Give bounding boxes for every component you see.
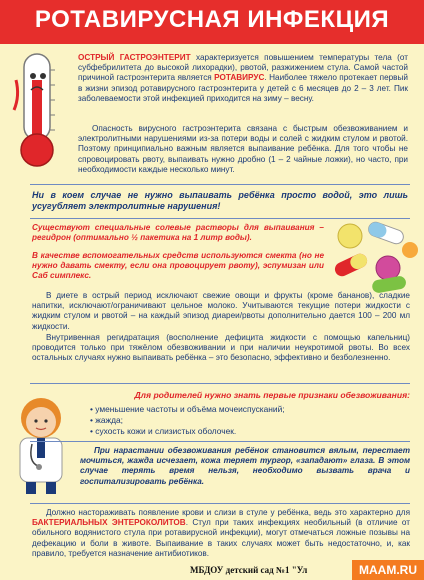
solutions-note: Существуют специальные солевые растворы для выпаивания – регидрон (оптимально ½ пакетика на 1 литр воды). [32,223,324,243]
virus-term: РОТАВИРУС [214,73,265,83]
blood-paragraph [32,508,410,559]
intro-text-b: . Наиболее тяжело протекает первый в жизни эпизод ротавирусного гастроэнтерита у детей с 6 месяцев до 2 – 3 лет. Пик заболеваемости этой инфекцией приходится на зиму – весну. [78,73,408,103]
divider [30,218,410,219]
divider [30,383,410,384]
watermark-badge[interactable]: MAAM.RU [352,560,424,580]
iv-paragraph: Внутривенная регидратация (восполнение дефицита жидкости с помощью капельниц) проводится только при тяжёлом обезвоживании и при наличии неукротимой рвоты. Во всех остальных случаях нужно выпаивать ребёнка – это безопасно, эффективно и безболезненно. [32,333,410,363]
page-title: РОТАВИРУСНАЯ ИНФЕКЦИЯ [34,6,390,33]
signs-title: Для родителей нужно знать первые признаки обезвоживания: [134,390,410,400]
pills-illustration [328,220,420,294]
signs-list [90,404,410,437]
intro-term: ОСТРЫЙ ГАСТРОЭНТЕРИТ [78,53,191,62]
thermometer-illustration [6,50,68,170]
divider [30,184,410,185]
blood-text-b: . Стул при таких инфекциях необильный (в отличие от обильного водянистого стула при ротавирусной инфекции), могут отмечаться ложные позывы на дефекацию и боли в животе. Выпаивание в таких случаях может быть недостаточно, и, как правило, требуется назначение антибиотиков. [32,518,411,558]
divider [30,503,410,504]
diet-paragraph: В диете в острый период исключают свежие овощи и фрукты (кроме бананов), сладкие напитки, исключают/ограничивают цельное молоко. Учитываются текущие потери жидкости с жидким стулом и рвотой – на каждый эпизод диареи/рвоты дополнительно дается 100 – 200 мл жидкости. [32,291,410,331]
divider [30,441,410,442]
footer-institution: МБДОУ детский сад №1 "Ул [190,565,308,575]
doctor-illustration [6,392,76,496]
sign-item: • сухость кожи и слизистых оболочек. [90,426,410,437]
bacterial-term: БАКТЕРИАЛЬНЫХ ЭНТЕРОКОЛИТОВ [32,518,186,528]
danger-paragraph: Опасность вирусного гастроэнтерита связана с быстрым обезвоживанием и электролитными нарушениями из-за потери воды и солей с жидким стулом и рвотой. Поэтому принципиально важным является выпаивание ребёнка. Для того чтобы не спровоцировать рвоту, выпаивать нужно дробно (1 – 2 чайные ложки), но часто, при необходимости каждые несколько минут. [78,124,408,174]
sign-item: • жажда; [90,415,410,426]
sign-item: • уменьшение частоты и объёма мочеиспусканий; [90,404,410,415]
water-warning: Ни в коем случае не нужно выпаивать ребёнка просто водой, это лишь усугубляет электролитные нарушения! [32,190,408,211]
blood-text-a: Должно настораживать появление крови и слизи в стуле у ребёнка, ведь это характерно для [46,508,410,517]
intro-paragraph [78,53,408,104]
intro-text-a: характеризуется повышением температуры тела (от субфебрилитета до высокой лихорадки), рвотой, разжижением стула. Самой частой причиной гастроэнтерита является [78,53,408,83]
adsorbents-note: В качестве вспомогательных средств используются смекта (но не нужно давать смекту, если она провоцирует рвоту), эспумизан или Саб симплекс. [32,251,324,281]
severe-dehydration: При нарастании обезвоживания ребёнок становится вялым, перестает мочиться, жажда исчезает, кожа теряет тургор, «западают» глаза. В этом случае терять время нельзя, необходимо вызвать врача и госпитализировать ребёнка. [80,446,410,486]
